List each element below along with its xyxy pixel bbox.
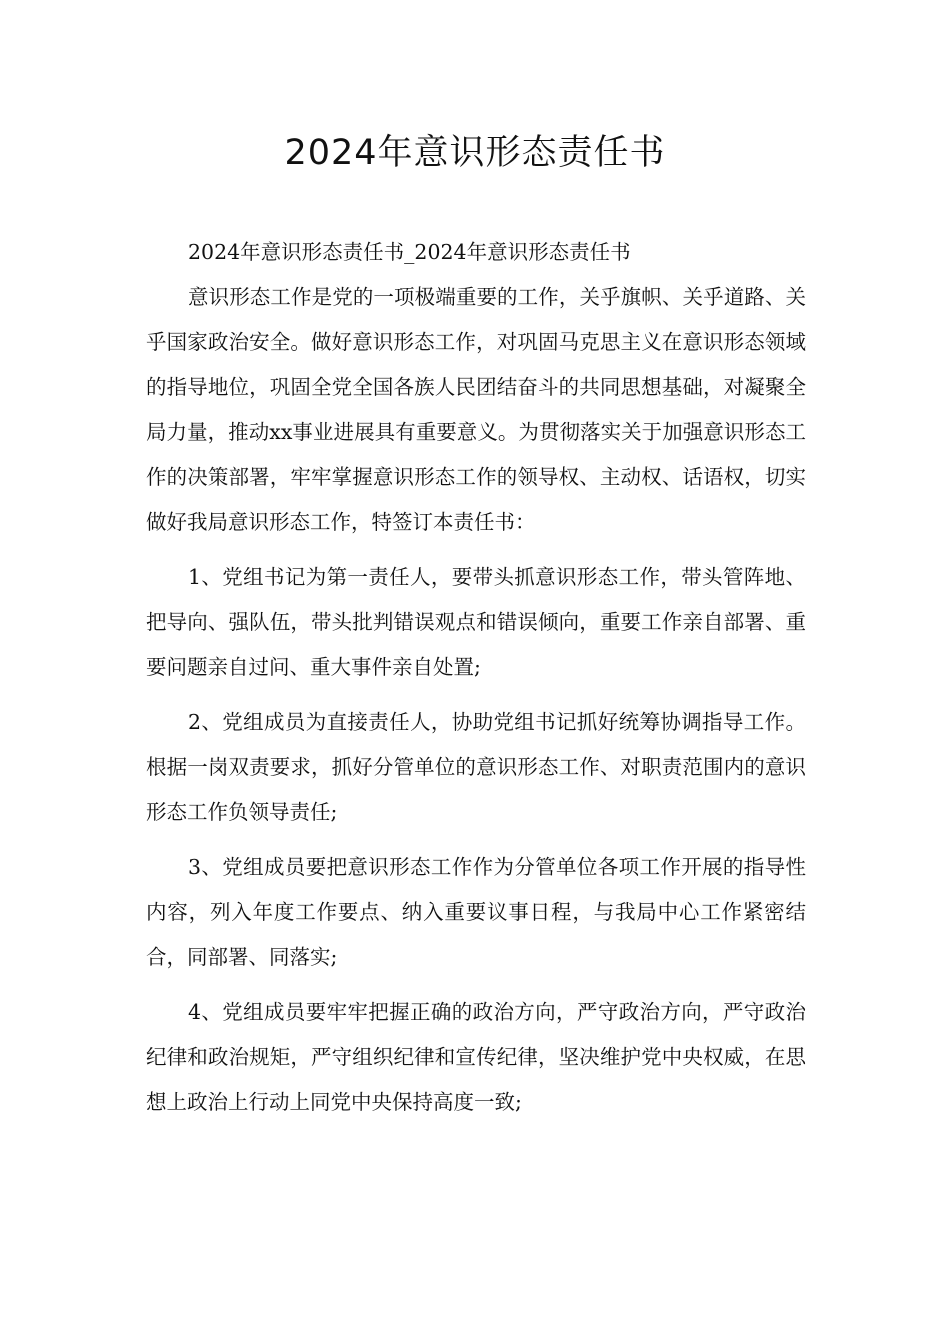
document-body (146, 230, 806, 1135)
intro-paragraph: 意识形态工作是党的一项极端重要的工作，关乎旗帜、关乎道路、关乎国家政治安全。做好意识形态工作，对巩固马克思主义在意识形态领域的指导地位，巩固全党全国各族人民团结奋斗的共同思想基础，对凝聚全局力量，推动xx事业进展具有重要意义。为贯彻落实关于加强意识形态工作的决策部署，牢牢掌握意识形态工作的领导权、主动权、话语权，切实做好我局意识形态工作，特签订本责任书： (146, 285, 806, 534)
clause-4-paragraph: 4、党组成员要牢牢把握正确的政治方向，严守政治方向，严守政治纪律和政治规矩，严守组织纪律和宣传纪律，坚决维护党中央权威，在思想上政治上行动上同党中央保持高度一致; (146, 1000, 806, 1114)
clause-2-paragraph: 2、党组成员为直接责任人，协助党组书记抓好统筹协调指导工作。根据一岗双责要求，抓好分管单位的意识形态工作、对职责范围内的意识形态工作负领导责任; (146, 710, 806, 824)
clause-1-paragraph: 1、党组书记为第一责任人，要带头抓意识形态工作，带头管阵地、把导向、强队伍，带头批判错误观点和错误倾向，重要工作亲自部署、重要问题亲自过问、重大事件亲自处置; (146, 565, 806, 679)
clause-3-paragraph: 3、党组成员要把意识形态工作作为分管单位各项工作开展的指导性内容，列入年度工作要点、纳入重要议事日程，与我局中心工作紧密结合，同部署、同落实; (146, 855, 806, 969)
subtitle-paragraph: 2024年意识形态责任书_2024年意识形态责任书 (188, 240, 631, 264)
document-title: 2024年意识形态责任书 (284, 133, 666, 173)
